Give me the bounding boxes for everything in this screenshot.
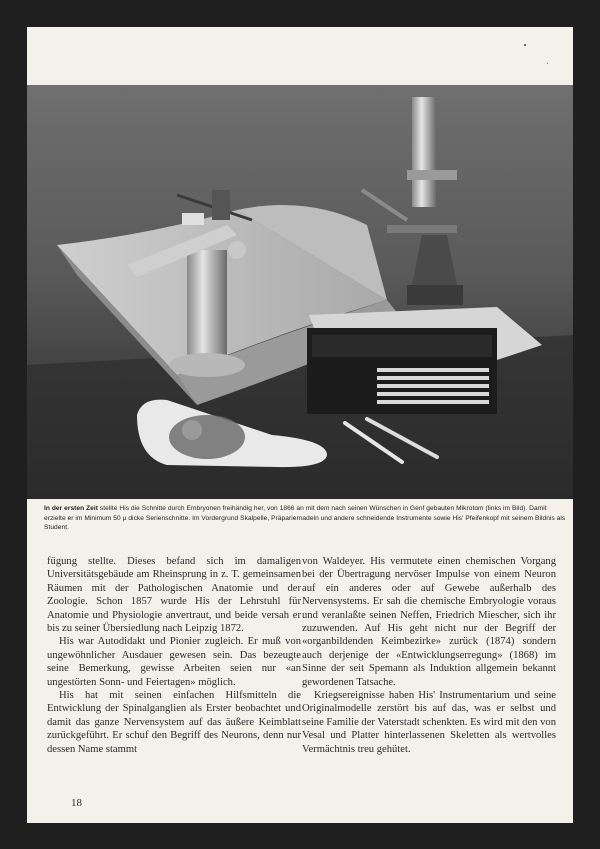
print-speck bbox=[547, 63, 548, 64]
paragraph: fügung stellte. Dieses befand sich im damaligen Universitätsgebäude am Rheinsprung in z. T. gemeinsamen Räumen mit der Pathologischen Anatomie und der Zoologie. Schon 1857 wurde His der Lehrstuhl für Anatomie und Physiologie anvertraut, und beide versah er bis zu seiner Übersiedlung nach Leipzig 1872. bbox=[47, 556, 301, 635]
document-page bbox=[27, 27, 573, 823]
paragraph: von Waldeyer. His vermutete einen chemischen Vorgang bei der Übertragung nervöser Impulse von einem Neuron auf ein anderes oder auf Gewebe außerhalb des Nervensystems. Er sah die chemische Embryologie voraus und veranlaßte seinen Neffen, Friedrich Miescher, sich ihr zuzuwenden. Auf His geht nicht nur der Begriff der «organbildenden Keimbezirke» zurück (1874) sondern auch derjenige der «Entwicklungserregung» (1868) im Sinne der seit Spemann als Induktion allgemein bekannt gewordenen Tatsache. bbox=[302, 556, 556, 688]
paragraph: Kriegsereignisse haben His' Instrumentarium und seine Originalmodelle zerstört bis auf das, was er selbst und seine Familie der Vaterstadt schenkten. Es wird mit den von Vesal und Platter hinterlassenen Skeletten als wertvolles Vermächtnis treu gehütet. bbox=[302, 690, 556, 755]
caption-lead: In der ersten Zeit bbox=[44, 505, 99, 512]
paragraph: His hat mit seinen einfachen Hilfsmitteln die Entwicklung der Spinalganglien als Erster beobachtet und damit das ganze Nervensystem auf das äußere Keimblatt zurückgeführt. Er schuf den Begriff des Neurons, denn nur dessen Name stammt bbox=[47, 690, 301, 755]
photograph-microtome-and-instruments bbox=[27, 85, 573, 499]
print-speck bbox=[524, 44, 526, 46]
page-number: 18 bbox=[71, 797, 82, 809]
paragraph: His war Autodidakt und Pionier zugleich. Er muß von ungewöhnlicher Ausdauer gewesen sein. Das bezeugte seine Bemerkung, gewisse Arbeiten seien nur «an ungestörten Sonn- und Feiertagen» möglich. bbox=[47, 636, 301, 688]
text-column-left bbox=[47, 555, 301, 756]
caption-text: stellte His die Schnitte durch Embryonen freihändig her, von 1866 an mit dem nach seinen Wünschen in Genf gebauten Mikrotom (links im Bild). Damit erzielte er im Minimum 50 µ dicke Serienschnitte. Im Vordergrund Skalpelle, Präpariernadeln und andere schneidende Instrumente sowie His' Pfeifenkopf mit seinem Bildnis als Student. bbox=[44, 505, 566, 532]
photo-caption bbox=[44, 504, 566, 533]
text-column-right bbox=[302, 555, 556, 756]
